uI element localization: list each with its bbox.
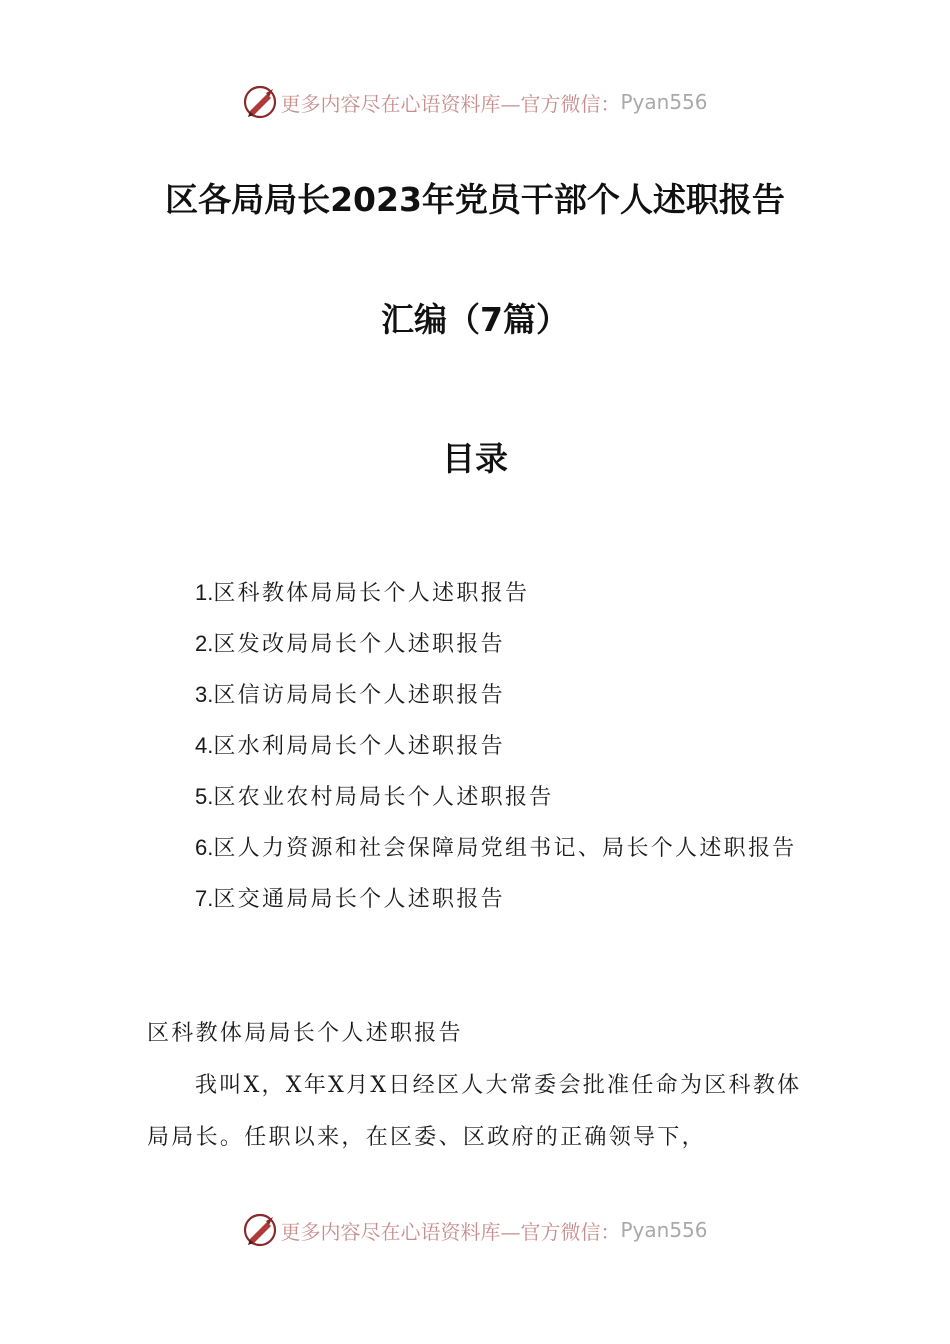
wechat-id: Pyan556: [620, 1218, 708, 1242]
body-paragraph: 我叫X，X年X月X日经区人大常委会批准任命为区科教体局局长。任职以来，在区委、区政府的正确领导下，: [147, 1073, 802, 1150]
toc-item[interactable]: 5.区农业农村局局长个人述职报告: [195, 784, 554, 810]
watermark-banner-top: [0, 82, 950, 122]
section-heading: 区科教体局局长个人述职报告: [147, 1021, 463, 1046]
table-of-contents: [147, 568, 807, 925]
watermark-text: 更多内容尽在心语资料库—官方微信：: [280, 91, 621, 116]
toc-item[interactable]: 2.区发改局局长个人述职报告: [195, 631, 505, 657]
toc-heading: 目录: [442, 439, 508, 478]
toc-item[interactable]: 6.区人力资源和社会保障局党组书记、局长个人述职报告: [195, 835, 797, 861]
toc-item[interactable]: 4.区水利局局长个人述职报告: [195, 733, 505, 759]
watermark-text: 更多内容尽在心语资料库—官方微信：: [280, 1219, 621, 1244]
toc-item[interactable]: 3.区信访局局长个人述职报告: [195, 682, 505, 708]
watermark-banner-bottom: [0, 1210, 950, 1250]
toc-item[interactable]: 1.区科教体局局长个人述职报告: [195, 580, 530, 606]
toc-item[interactable]: 7.区交通局局长个人述职报告: [195, 886, 505, 912]
wechat-id: Pyan556: [620, 90, 708, 114]
pen-nib-logo-icon: [242, 84, 278, 120]
document-title-line1: 区各局局长2023年党员干部个人述职报告: [165, 180, 785, 219]
document-title-line2: 汇编（7篇）: [381, 300, 569, 339]
pen-nib-logo-icon: [242, 1212, 278, 1248]
